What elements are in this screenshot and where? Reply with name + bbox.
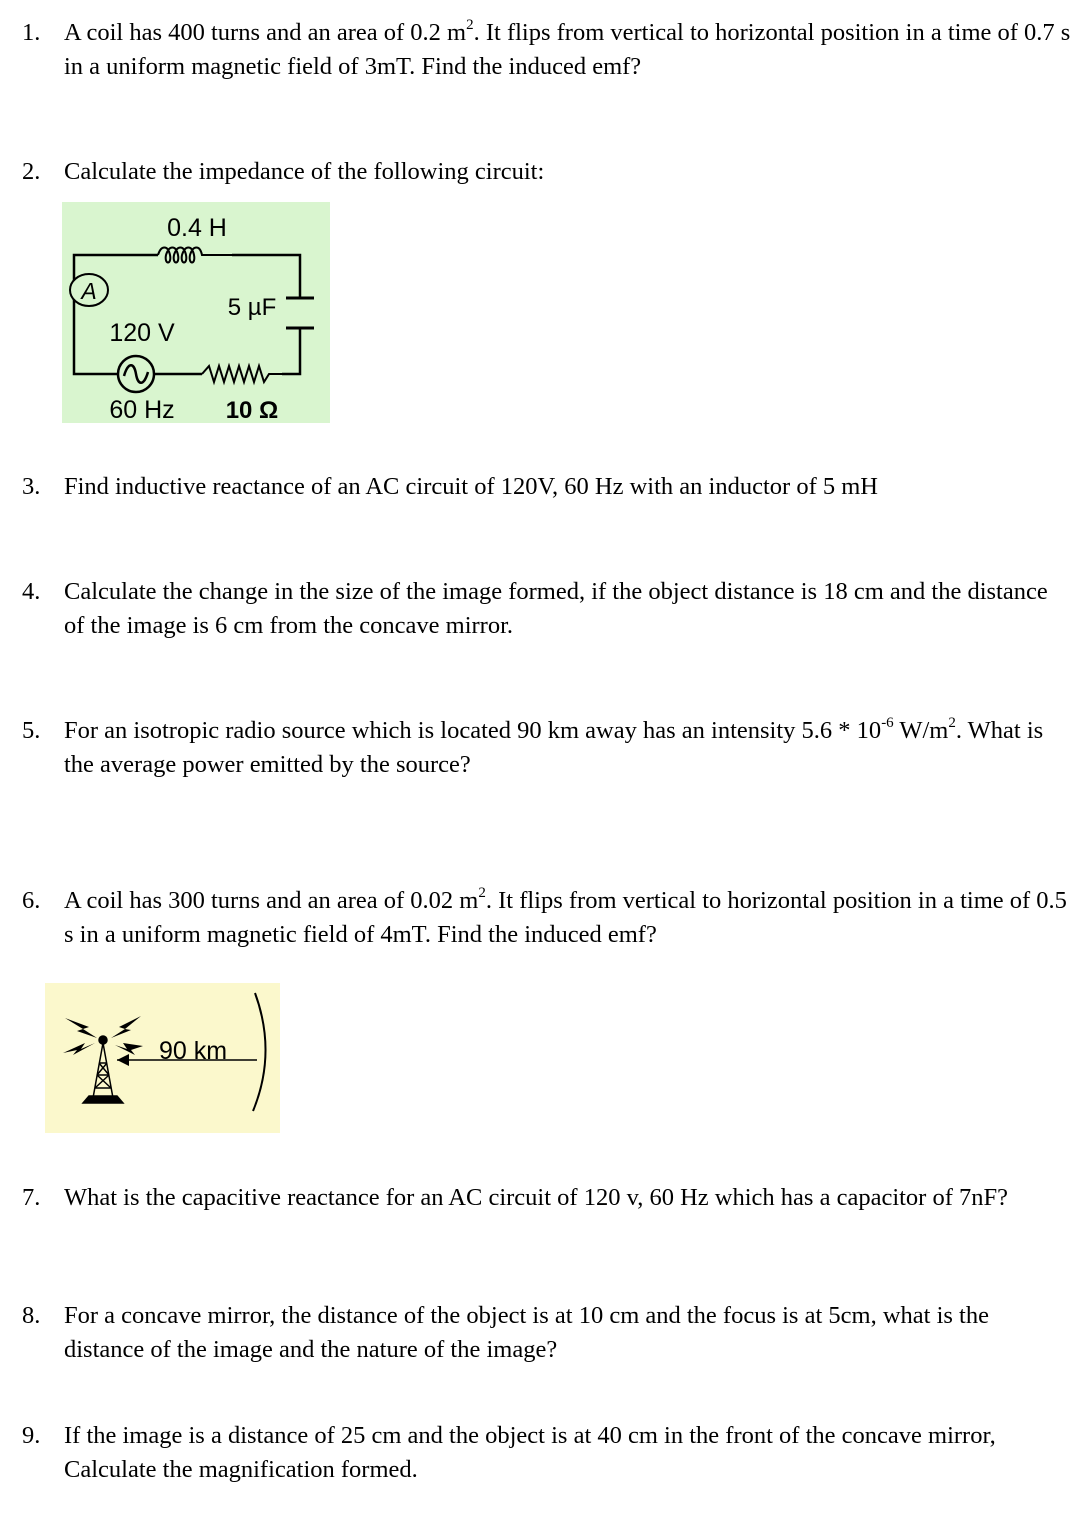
question-9	[22, 1419, 1072, 1487]
question-text: Calculate the change in the size of the image formed, if the object distance is 18 cm and the distance of the image is 6 cm from the concave mirror.	[64, 578, 1048, 639]
question-2	[22, 155, 1072, 189]
question-number: 3.	[22, 473, 41, 500]
question-number: 5.	[22, 717, 41, 744]
voltage-label: 120 V	[109, 319, 175, 347]
question-text: For a concave mirror, the distance of the object is at 10 cm and the focus is at 5cm, what is the distance of the image and the nature of the image?	[64, 1302, 989, 1363]
question-7	[22, 1181, 1072, 1215]
question-6	[22, 884, 1072, 952]
question-8	[22, 1299, 1072, 1367]
question-1	[22, 16, 1072, 84]
rlc-circuit-figure	[62, 202, 330, 423]
question-number: 4.	[22, 578, 41, 605]
resistor-label: 10 Ω	[225, 397, 279, 423]
question-text: A coil has 400 turns and an area of 0.2 $m^2$. It flips from vertical to horizontal position in a time of 0.7 s in a uniform magnetic field of 3mT. Find the induced emf?	[64, 16, 1071, 80]
distance-label: 90 km	[158, 1037, 228, 1065]
question-text: Find inductive reactance of an AC circuit of 120V, 60 Hz with an inductor of 5 mH	[64, 473, 878, 500]
question-number: 8.	[22, 1302, 41, 1329]
question-text: Calculate the impedance of the following circuit:	[64, 158, 545, 185]
ammeter-label: A	[81, 278, 97, 304]
question-text: For an isotropic radio source which is located 90 km away has an intensity $5.6 * 10^{-6}$ $W/m^2$. What is the average power emitted by the source?	[64, 714, 1044, 778]
question-3	[22, 470, 1072, 504]
question-text: If the image is a distance of 25 cm and the object is at 40 cm in the front of the concave mirror, Calculate the magnification formed.	[64, 1422, 996, 1483]
question-5	[22, 714, 1072, 782]
question-text: What is the capacitive reactance for an AC circuit of 120 v, 60 Hz which has a capacitor of 7nF?	[64, 1184, 1009, 1211]
question-number: 7.	[22, 1184, 41, 1211]
capacitor-label: 5 µF	[227, 294, 277, 321]
question-number: 6.	[22, 887, 41, 914]
question-4	[22, 575, 1072, 643]
question-text: A coil has 300 turns and an area of 0.02 $m^2$. It flips from vertical to horizontal position in a time of 0.5 s in a uniform magnetic field of 4mT. Find the induced emf?	[64, 884, 1067, 948]
inductor-label: 0.4 H	[167, 214, 227, 242]
question-number: 1.	[22, 19, 41, 46]
circuit-diagram	[62, 202, 330, 423]
frequency-label: 60 Hz	[109, 396, 175, 423]
radio-source-diagram	[45, 983, 280, 1133]
question-number: 2.	[22, 158, 41, 185]
radio-source-figure	[45, 983, 280, 1133]
question-number: 9.	[22, 1422, 41, 1449]
